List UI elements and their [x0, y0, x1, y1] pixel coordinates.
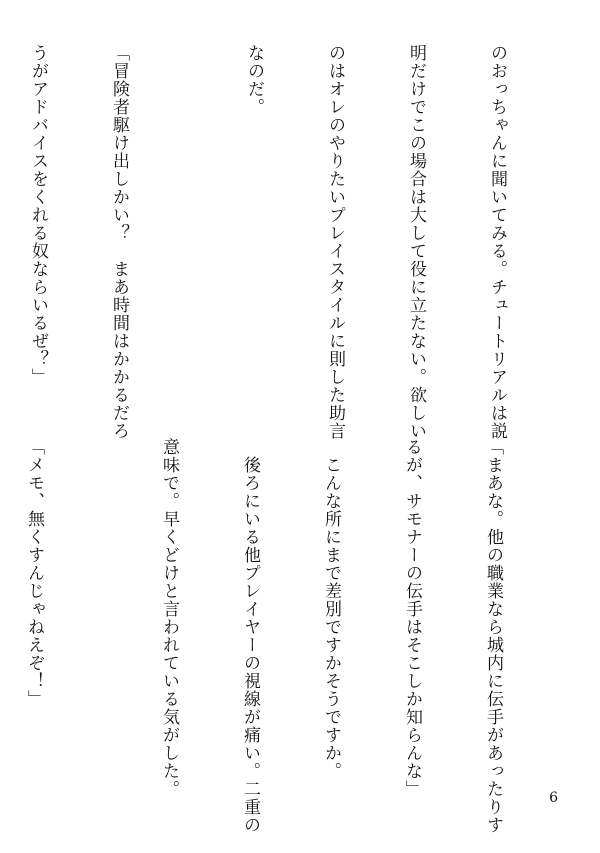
- text-line: 「冒険者駆け出しかい？ まあ時間はかかるだろ: [109, 44, 129, 440]
- text-line: なのだ。: [244, 44, 264, 116]
- text-line: 「まあな。他の職業なら城内に伝手があったりす: [483, 438, 503, 834]
- text-line: のおっちゃんに聞いてみる。チュートリアルは説: [487, 44, 507, 440]
- page-number: 6: [549, 790, 558, 806]
- text-line: うがアドバイスをくれる奴ならいるぜ？」: [28, 44, 48, 386]
- text-line: 意味で。早くどけと言われている気がした。: [159, 438, 179, 798]
- text-line: のはオレのやりたいプレイスタイルに則した助言: [325, 44, 345, 440]
- text-line: るが、サモナーの伝手はそこしか知らんな」: [402, 438, 422, 798]
- text-line: 「メモ、無くすんじゃねえぞ！」: [24, 438, 44, 708]
- text-line: こんな所にまで差別ですかそうですか。: [321, 438, 341, 780]
- text-line: 後ろにいる他プレイヤーの視線が痛い。二重の: [240, 438, 260, 834]
- text-block-lower: [0, 438, 560, 834]
- text-block-upper: [0, 44, 564, 440]
- text-line: 明だけでこの場合は大して役に立たない。欲しい: [406, 44, 426, 440]
